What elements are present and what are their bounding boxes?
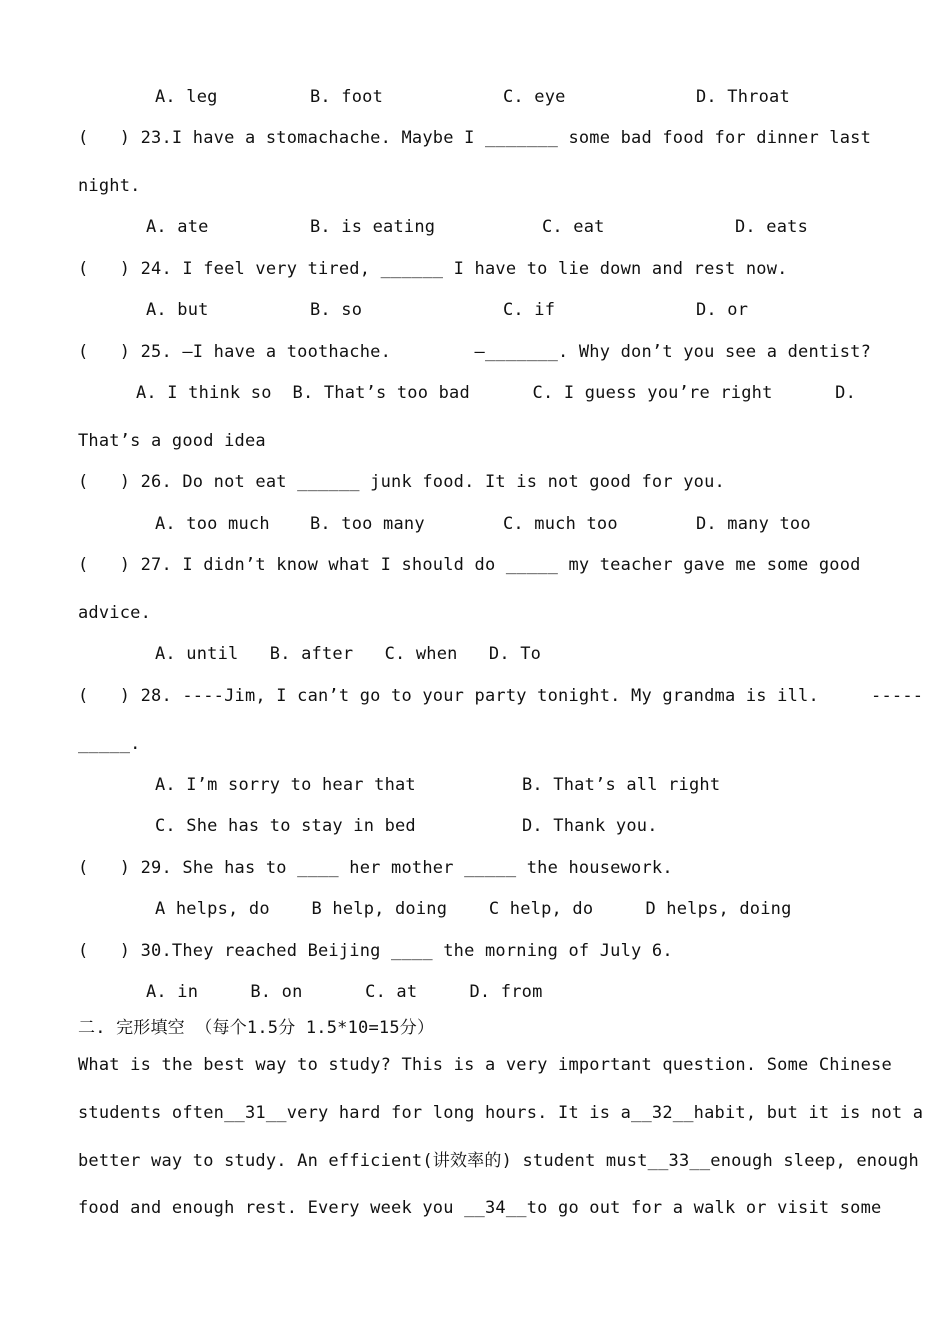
q26-option-b: B. too many	[310, 514, 425, 534]
section-heading-cloze: 二. 完形填空 （每个1.5分 1.5*10=15分）	[78, 1018, 435, 1038]
q23-option-a: A. ate	[146, 217, 209, 237]
q24-option-d: D. or	[696, 300, 749, 320]
cloze-passage-line-4: food and enough rest. Every week you __34__to go out for a walk or visit some	[78, 1198, 882, 1218]
q23-option-d: D. eats	[735, 217, 809, 237]
q28-option-c: C. She has to stay in bed	[155, 816, 416, 836]
question-26: ( ) 26. Do not eat ______ junk food. It is not good for you.	[78, 472, 725, 492]
question-27-cont: advice.	[78, 603, 152, 623]
q22-option-a: A. leg	[155, 87, 218, 107]
q23-option-c: C. eat	[542, 217, 605, 237]
question-29: ( ) 29. She has to ____ her mother _____ the housework.	[78, 858, 673, 878]
q22-option-c: C. eye	[503, 87, 566, 107]
question-28-cont: _____.	[78, 734, 141, 754]
q30-options: A. in B. on C. at D. from	[146, 982, 543, 1002]
question-28: ( ) 28. ----Jim, I can’t go to your party tonight. My grandma is ill. -----	[78, 686, 924, 706]
q26-option-d: D. many too	[696, 514, 811, 534]
question-23: ( ) 23.I have a stomachache. Maybe I _______ some bad food for dinner last	[78, 128, 872, 148]
q25-options-cont: That’s a good idea	[78, 431, 266, 451]
q25-options: A. I think so B. That’s too bad C. I guess you’re right D.	[136, 383, 857, 403]
q26-option-a: A. too much	[155, 514, 270, 534]
q24-option-a: A. but	[146, 300, 209, 320]
q29-options: A helps, do B help, doing C help, do D helps, doing	[155, 899, 792, 919]
q28-option-b: B. That’s all right	[522, 775, 721, 795]
question-24: ( ) 24. I feel very tired, ______ I have to lie down and rest now.	[78, 259, 788, 279]
q23-option-b: B. is eating	[310, 217, 436, 237]
question-25: ( ) 25. —I have a toothache. —_______. Why don’t you see a dentist?	[78, 342, 872, 362]
cloze-passage-line-2: students often__31__very hard for long hours. It is a__32__habit, but it is not a	[78, 1103, 924, 1123]
q24-option-b: B. so	[310, 300, 363, 320]
cloze-passage-line-1: What is the best way to study? This is a very important question. Some Chinese	[78, 1055, 892, 1075]
question-30: ( ) 30.They reached Beijing ____ the morning of July 6.	[78, 941, 673, 961]
q28-option-d: D. Thank you.	[522, 816, 658, 836]
q22-option-d: D. Throat	[696, 87, 790, 107]
q24-option-c: C. if	[503, 300, 556, 320]
question-27: ( ) 27. I didn’t know what I should do _____ my teacher gave me some good	[78, 555, 861, 575]
q28-option-a: A. I’m sorry to hear that	[155, 775, 416, 795]
q26-option-c: C. much too	[503, 514, 618, 534]
q27-options: A. until B. after C. when D. To	[155, 644, 542, 664]
q22-option-b: B. foot	[310, 87, 384, 107]
cloze-passage-line-3: better way to study. An efficient(讲效率的) student must__33__enough sleep, enough	[78, 1151, 919, 1171]
question-23-cont: night.	[78, 176, 141, 196]
